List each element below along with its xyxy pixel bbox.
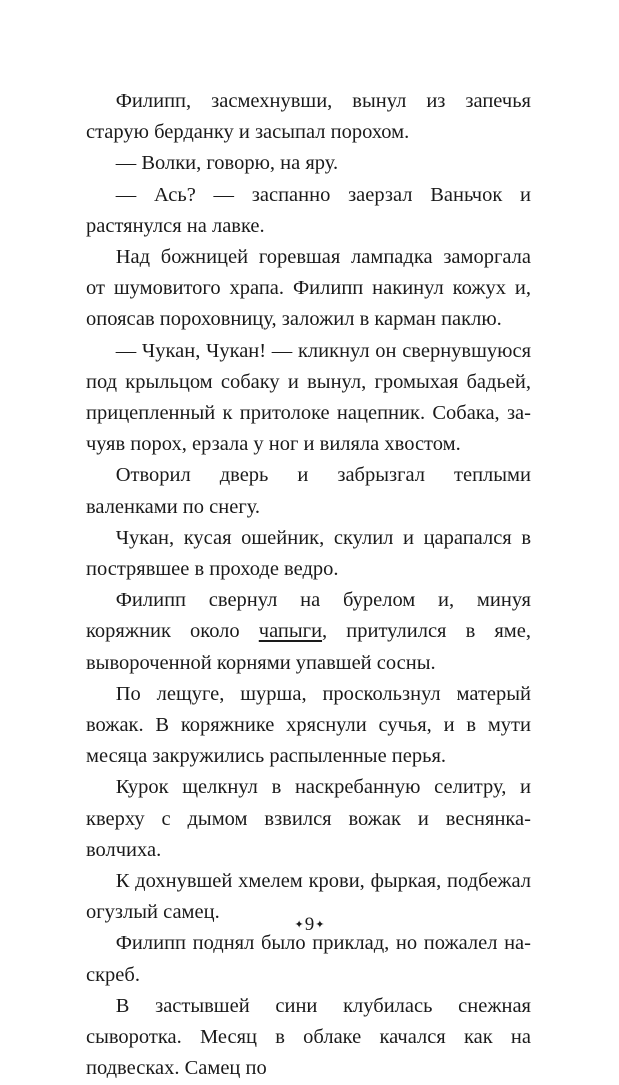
paragraph: В застывшей сини клубилась снежная сыворотка. Месяц в облаке качался как на подвесках. Самец по [86, 994, 531, 1080]
paragraph: Над божницей горевшая лампадка заморгала от шумовитого храпа. Филипп накинул кожух и, опоясав пороховницу, заложил в карман паклю. [86, 246, 531, 331]
paragraph: Филипп поднял было приклад, но пожалел наскреб. [86, 932, 531, 986]
paragraph: Филипп, засмехнувши, вынул из запечья старую берданку и засыпал порохом. [86, 90, 531, 144]
paragraph: Чукан, кусая ошейник, скулил и царапался в пострявшее в проходе ведро. [86, 526, 531, 581]
page-number-value: 9 [304, 914, 315, 935]
paragraph: — Волки, говорю, на яру. [115, 152, 339, 175]
paragraph: По лещуге, шурша, проскользнул матерый вожак. В коряжнике хряснули сучья, и в мути месяца закружились распыленные перья. [86, 682, 531, 768]
paragraph: — Чукан, Чукан! — кликнул он свернувшуюся под крыльцом собаку и вынул, громыхая бадьей, прицепленный к притолоке нацепник. Собака, зачуяв порох, ерзала у ног и виляла хвостом. [86, 339, 531, 456]
paragraph: Отворил дверь и забрызгал теплыми валенками по снегу. [86, 464, 531, 518]
ornament-right-icon: ✦ [315, 919, 325, 931]
glossary-link[interactable]: чапыги [258, 620, 323, 643]
paragraph: К дохнувшей хмелем крови, фыркая, подбежал огузлый самец. [86, 870, 531, 924]
page-number [0, 913, 619, 937]
paragraph-with-link [86, 585, 531, 679]
paragraph-text: , притулился в яме, вывороченной корнями упавшей сосны. [86, 620, 532, 674]
ornament-left-icon: ✦ [294, 919, 304, 931]
paragraph: Курок щелкнул в наскребанную селитру, и кверху с дымом взвился вожак и веснянка-волчиха. [86, 776, 531, 861]
paragraph: — Ась? — заспанно заерзал Ваньчок и растянулся на лавке. [86, 183, 531, 237]
paragraph-text: Филипп свернул на бурелом и, минуя коряжник около [86, 589, 531, 643]
